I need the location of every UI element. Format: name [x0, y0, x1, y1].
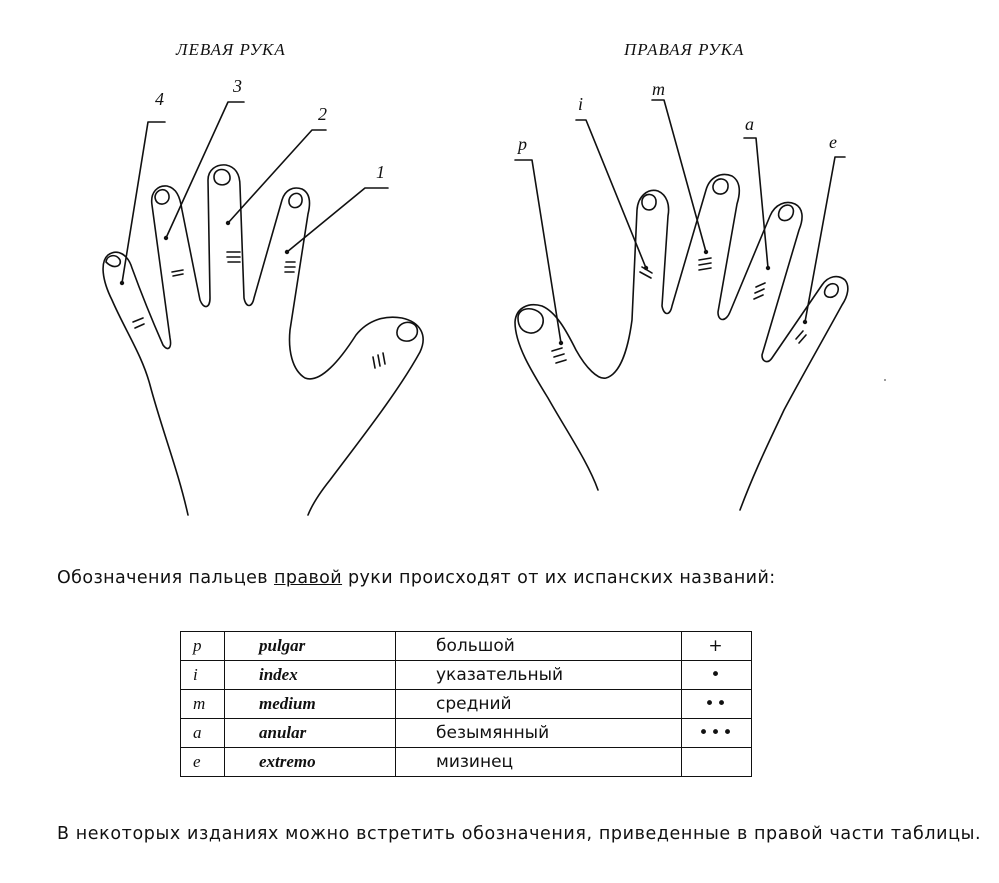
spanish-name: anular [225, 719, 396, 748]
alternate-mark: + [682, 632, 752, 661]
spanish-name: extremo [225, 748, 396, 777]
right-label-a: a [745, 114, 754, 134]
right-label-i: i [578, 94, 584, 114]
left-hand-outline [103, 165, 423, 515]
finger-notation-caption [57, 568, 776, 588]
caption-end: руки происходят от их испанских названий: [342, 568, 776, 588]
russian-name: мизинец [396, 748, 682, 777]
alternate-mark [682, 748, 752, 777]
spanish-name: pulgar [225, 632, 396, 661]
left-label-2: 2 [318, 104, 327, 124]
table-row [181, 661, 752, 690]
alternate-mark: ••• [682, 719, 752, 748]
table-row [181, 632, 752, 661]
table-row [181, 748, 752, 777]
notation-letter: m [181, 690, 225, 719]
russian-name: указательный [396, 661, 682, 690]
russian-name: большой [396, 632, 682, 661]
caption-start: Обозначения пальцев [57, 568, 274, 588]
table-row [181, 690, 752, 719]
spanish-name: medium [225, 690, 396, 719]
right-hand-title: ПРАВАЯ РУКА [624, 40, 745, 59]
russian-name: безымянный [396, 719, 682, 748]
caption-underlined-word: правой [273, 568, 343, 588]
finger-notation-table [180, 631, 752, 777]
notation-letter: a [181, 719, 225, 748]
notation-letter: e [181, 748, 225, 777]
notation-letter: p [181, 632, 225, 661]
left-label-1: 1 [376, 162, 385, 182]
right-label-e: e [829, 132, 837, 152]
spanish-name: index [225, 661, 396, 690]
left-hand-title: ЛЕВАЯ РУКА [176, 40, 286, 59]
note-paragraph: В некоторых изданиях можно встретить обозначения, приведенные в правой части таблицы. [57, 824, 982, 844]
alternate-mark: •• [682, 690, 752, 719]
notation-letter: i [181, 661, 225, 690]
alternate-mark: • [682, 661, 752, 690]
left-label-3: 3 [233, 76, 242, 96]
right-label-m: m [652, 79, 665, 99]
table-row [181, 719, 752, 748]
right-label-p: p [518, 134, 527, 154]
right-hand-outline [515, 175, 848, 510]
left-label-4: 4 [155, 89, 164, 109]
russian-name: средний [396, 690, 682, 719]
